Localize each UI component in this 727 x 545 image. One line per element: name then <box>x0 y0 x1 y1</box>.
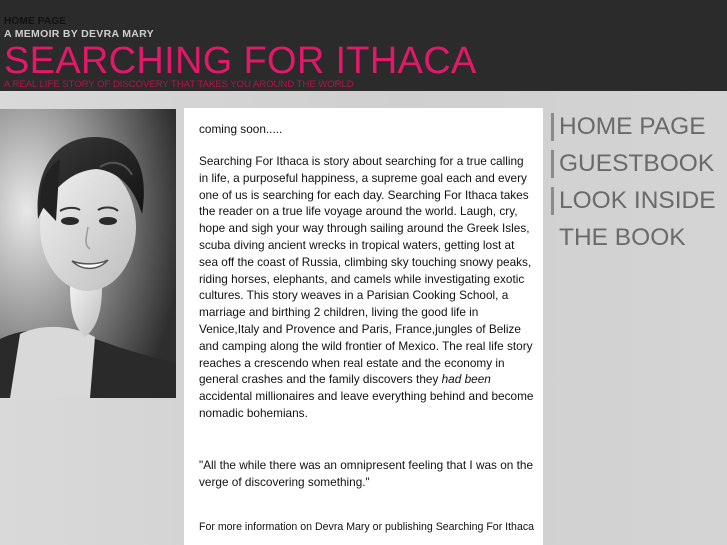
nav-label: THE BOOK <box>559 224 686 251</box>
emphasis-text: had been <box>441 372 491 387</box>
nav-marker <box>551 150 554 178</box>
site-tagline: A REAL LIFE STORY OF DISCOVERY THAT TAKES YOU AROUND THE WORLD <box>4 79 354 90</box>
book-description <box>199 153 535 422</box>
site-title: SEARCHING FOR ITHACA <box>4 40 477 82</box>
description-text-end: accidental millionaires and leave everything behind and become nomadic bohemians. <box>199 389 534 420</box>
site-header <box>0 0 727 91</box>
nav-guestbook[interactable] <box>550 147 727 184</box>
main-content <box>184 108 543 545</box>
portrait-image <box>0 109 176 398</box>
coming-soon-text: coming soon..... <box>199 122 283 136</box>
nav-label: GUESTBOOK <box>559 150 715 177</box>
breadcrumb[interactable]: HOME PAGE <box>4 16 67 27</box>
book-quote: "All the while there was an omnipresent feeling that I was on the verge of discovering something." <box>199 458 534 489</box>
nav-label: LOOK INSIDE <box>559 187 716 214</box>
nav-the-book[interactable] <box>550 221 727 258</box>
site-subtitle: A MEMOIR BY DEVRA MARY <box>4 28 154 40</box>
side-navigation <box>550 110 727 258</box>
nav-home-page[interactable] <box>550 110 727 147</box>
nav-label: HOME PAGE <box>559 113 706 140</box>
author-portrait <box>0 109 176 398</box>
more-info-text: For more information on Devra Mary or publishing Searching For Ithaca <box>199 521 535 533</box>
nav-look-inside[interactable] <box>550 184 727 221</box>
nav-marker <box>551 187 554 215</box>
nav-marker <box>551 113 554 141</box>
description-text: Searching For Ithaca is story about searching for a true calling in life, a purposeful happiness, a supreme goal each and every one of us is searching for each day. Searching For Ithaca takes the reader on a true life voyage around the world. Laugh, cry, hope and sigh your way through sailing around the Greek Isles, scuba diving ancient wrecks in tropical waters, getting lost at sea off the coast of Russia, climbing sky touching snowy peaks, riding horses, elephants, and camels while investigating exotic cultures. This story weaves in a Parisian Cooking School, a marriage and birthing 2 children, living the good life in Venice,Italy and Provence and Paris, France,jungles of Belize and camping along the wild frontier of Mexico. The real life story reaches a crescendo when real estate and the economy in general crashes and the family discovers they <box>199 154 533 387</box>
